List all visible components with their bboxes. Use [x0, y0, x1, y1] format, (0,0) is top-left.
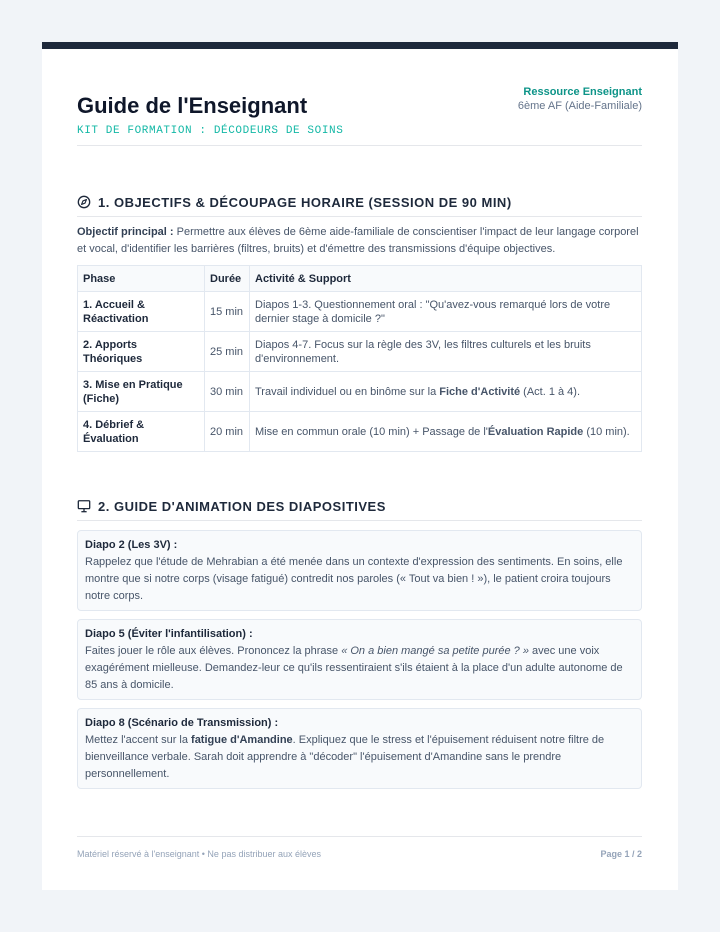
compass-icon [77, 195, 91, 209]
column-header-duration: Durée [205, 266, 250, 292]
page-number: Page 1 / 2 [600, 849, 642, 859]
duration-cell: 25 min [205, 332, 250, 372]
table-row [78, 332, 642, 372]
table-row [78, 412, 642, 452]
page-footer [77, 836, 642, 867]
card-text: Rappelez que l'étude de Mehrabian a été menée dans un contexte d'expression des sentiments. En soins, elle montre que si notre corps (visage fatigué) contredit nos paroles (« Tout va bien ! »), le patient croira toujours notre corps. [85, 556, 623, 602]
resource-level: 6ème AF (Aide-Familiale) [517, 100, 642, 112]
page-title: Guide de l'Enseignant [77, 93, 308, 118]
objective-text: Permettre aux élèves de 6ème aide-familiale de conscientiser l'impact de leur langage corporel et vocal, d'identifier les barrières (filtres, bruits) et d'émettre des transmissions d'équipe objectives. [77, 226, 639, 255]
presentation-icon [77, 499, 91, 513]
activity-text: Mise en commun orale (10 min) + Passage de l' [255, 425, 488, 438]
card-quote: « On a bien mangé sa petite purée ? » [341, 645, 529, 657]
activity-text: (10 min). [583, 425, 630, 438]
card-emphasis: fatigue d'Amandine [191, 734, 293, 746]
activity-cell [250, 292, 642, 332]
card-body [85, 554, 634, 605]
resource-label: Ressource Enseignant [523, 86, 642, 98]
card-title: Diapo 5 (Éviter l'infantilisation) : [85, 628, 253, 640]
activity-text: Diapos 4-7. Focus sur la règle des 3V, les filtres culturels et les bruits d'environnement. [255, 338, 591, 365]
slide-guide-card [77, 708, 642, 789]
activity-cell [250, 372, 642, 412]
objective-paragraph [77, 224, 642, 258]
activity-emphasis: Évaluation Rapide [487, 425, 584, 438]
phase-cell: 2. Apports Théoriques [78, 332, 205, 372]
card-title: Diapo 2 (Les 3V) : [85, 539, 178, 551]
slide-guide-card [77, 530, 642, 611]
schedule-table [77, 265, 642, 452]
objective-label: Objectif principal : [77, 226, 174, 238]
table-header-row [78, 266, 642, 292]
phase-cell: 4. Débrief & Évaluation [78, 412, 205, 452]
activity-cell [250, 412, 642, 452]
phase-cell: 3. Mise en Pratique (Fiche) [78, 372, 205, 412]
section-2-heading [77, 492, 642, 521]
column-header-phase: Phase [78, 266, 205, 292]
card-body [85, 732, 634, 783]
activity-text: Travail individuel ou en binôme sur la [255, 385, 440, 398]
table-row [78, 372, 642, 412]
column-header-activity: Activité & Support [250, 266, 642, 292]
activity-text: (Act. 1 à 4). [520, 385, 581, 398]
section-1-heading [77, 188, 642, 217]
card-text: avec une voix exagérément mielleuse. Demandez-leur ce qu'ils ressentiraient s'ils étaient à la place d'un adulte autonome de 85 ans à domicile. [85, 645, 623, 691]
duration-cell: 30 min [205, 372, 250, 412]
activity-emphasis: Fiche d'Activité [439, 385, 521, 398]
page-subtitle: KIT DE FORMATION : DÉCODEURS DE SOINS [77, 125, 344, 137]
card-text: . Expliquez que le stress et l'épuisement réduisent notre filtre de bienveillance verbale. Sarah doit apprendre à "décoder" l'épuisement d'Amandine sans le prendre personnellement. [85, 734, 605, 780]
phase-cell: 1. Accueil & Réactivation [78, 292, 205, 332]
section-2-title: 2. GUIDE D'ANIMATION DES DIAPOSITIVES [98, 498, 386, 514]
footer-notice: Matériel réservé à l'enseignant • Ne pas distribuer aux élèves [77, 849, 321, 859]
card-text: Mettez l'accent sur la [85, 734, 192, 746]
card-title: Diapo 8 (Scénario de Transmission) : [85, 717, 279, 729]
table-row [78, 292, 642, 332]
card-body [85, 643, 634, 694]
activity-text: Diapos 1-3. Questionnement oral : "Qu'avez-vous remarqué lors de votre dernier stage à domicile ?" [255, 298, 611, 325]
document-header [77, 85, 642, 146]
resource-info [518, 85, 642, 113]
slide-guide-card [77, 619, 642, 700]
duration-cell: 20 min [205, 412, 250, 452]
card-text: Faites jouer le rôle aux élèves. Prononcez la phrase [85, 645, 342, 657]
duration-cell: 15 min [205, 292, 250, 332]
activity-cell [250, 332, 642, 372]
document-page [42, 42, 678, 890]
section-1-title: 1. OBJECTIFS & DÉCOUPAGE HORAIRE (SESSION DE 90 MIN) [98, 194, 512, 210]
